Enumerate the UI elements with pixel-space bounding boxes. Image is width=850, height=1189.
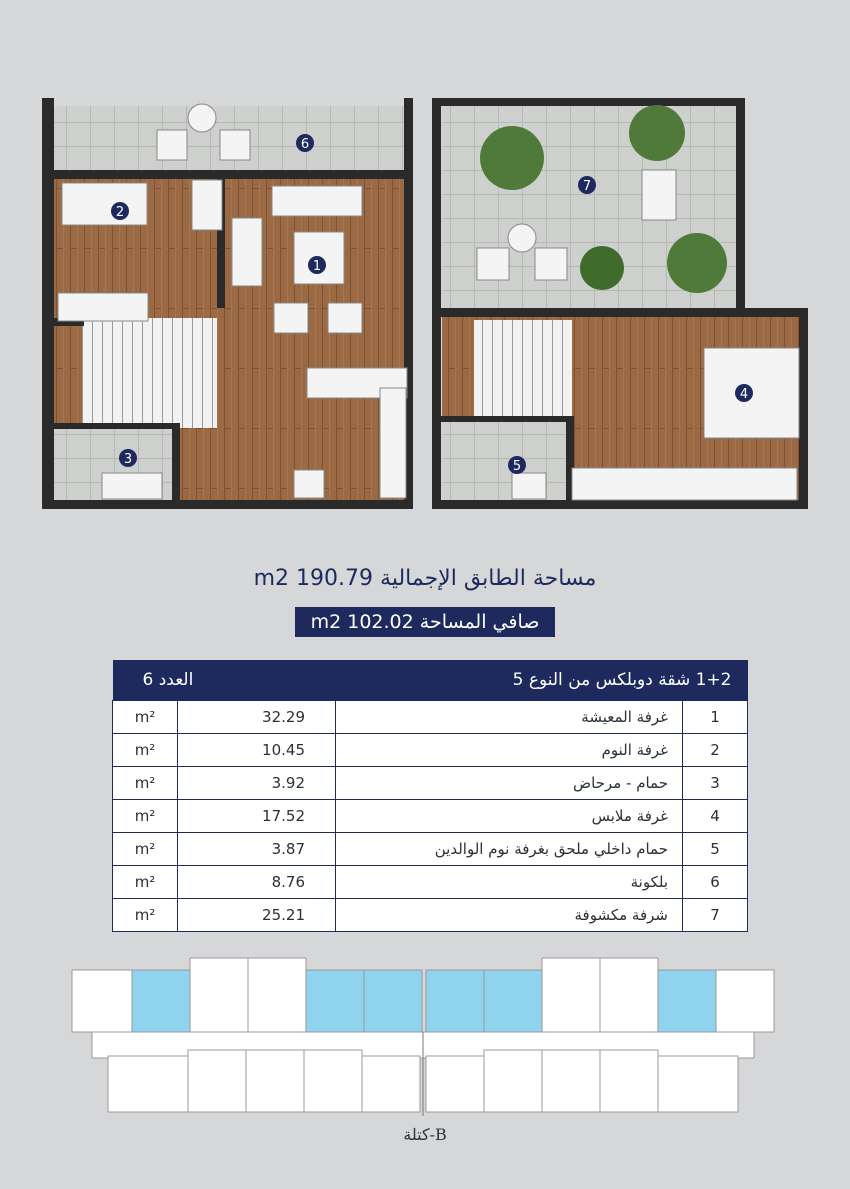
net-area: صافي المساحة 102.02 m2	[295, 607, 556, 637]
room-marker-6	[296, 134, 314, 152]
key-unit	[600, 958, 658, 1032]
key-unit	[600, 1050, 658, 1112]
key-unit	[190, 958, 248, 1032]
block-label: B-كتلة	[403, 1125, 447, 1144]
floor-plan	[42, 98, 809, 510]
room-marker-3	[119, 449, 137, 467]
room-name: غرفة ملابس	[336, 800, 683, 833]
table-row	[113, 734, 748, 767]
room-number: 5	[683, 833, 748, 866]
key-unit-highlighted	[484, 970, 542, 1032]
key-unit	[542, 1050, 600, 1112]
key-unit	[188, 1050, 246, 1112]
room-marker-4	[735, 384, 753, 402]
area-value: 10.45	[178, 734, 336, 767]
key-unit-highlighted	[364, 970, 422, 1032]
room-marker-2	[111, 202, 129, 220]
room-marker-1	[308, 256, 326, 274]
key-unit-highlighted	[426, 970, 484, 1032]
room-marker-5	[508, 456, 526, 474]
room-name: شرفة مكشوفة	[336, 899, 683, 932]
unit-type: 1+2 شقة دوبلكس من النوع 5	[336, 660, 748, 701]
svg-text:3: 3	[123, 452, 133, 467]
key-unit	[246, 1050, 304, 1112]
unit-count: العدد 6	[113, 660, 336, 701]
key-unit	[716, 970, 774, 1032]
area-unit: m²	[113, 734, 178, 767]
key-unit-highlighted	[306, 970, 364, 1032]
key-unit	[542, 958, 600, 1032]
room-marker-7	[578, 176, 596, 194]
key-unit-highlighted	[132, 970, 190, 1032]
svg-text:1: 1	[312, 259, 322, 274]
room-name: بلكونة	[336, 866, 683, 899]
block-key-plan	[70, 956, 776, 1124]
table-row	[113, 800, 748, 833]
table-row	[113, 767, 748, 800]
area-table	[112, 660, 748, 932]
key-unit	[304, 1050, 362, 1112]
gross-area: مساحة الطابق الإجمالية 190.79 m2	[253, 566, 597, 591]
area-value: 3.92	[178, 767, 336, 800]
key-unit	[108, 1056, 188, 1112]
net-area-wrap	[0, 607, 850, 637]
key-unit	[484, 1050, 542, 1112]
room-number: 2	[683, 734, 748, 767]
room-number: 6	[683, 866, 748, 899]
lower-floor-plan	[42, 98, 413, 509]
table-row	[113, 899, 748, 932]
table-row	[113, 833, 748, 866]
key-unit	[248, 958, 306, 1032]
key-unit-highlighted	[658, 970, 716, 1032]
room-name: غرفة المعيشة	[336, 701, 683, 734]
room-number: 7	[683, 899, 748, 932]
svg-text:4: 4	[739, 387, 749, 402]
key-unit	[362, 1056, 420, 1112]
svg-text:5: 5	[512, 459, 522, 474]
room-name: حمام داخلي ملحق بغرفة نوم الوالدين	[336, 833, 683, 866]
svg-text:6: 6	[300, 137, 310, 152]
bathroom-5-floor	[442, 420, 570, 502]
area-unit: m²	[113, 833, 178, 866]
area-value: 3.87	[178, 833, 336, 866]
lower-staircase	[82, 318, 217, 428]
area-value: 17.52	[178, 800, 336, 833]
room-name: غرفة النوم	[336, 734, 683, 767]
area-value: 8.76	[178, 866, 336, 899]
area-unit: m²	[113, 767, 178, 800]
area-unit: m²	[113, 800, 178, 833]
area-value: 32.29	[178, 701, 336, 734]
area-value: 25.21	[178, 899, 336, 932]
svg-text:7: 7	[582, 179, 592, 194]
key-unit	[72, 970, 132, 1032]
svg-text:2: 2	[115, 205, 125, 220]
upper-floor-plan	[432, 98, 808, 509]
room-number: 3	[683, 767, 748, 800]
upper-staircase	[474, 320, 572, 420]
room-number: 4	[683, 800, 748, 833]
room-name: حمام - مرحاض	[336, 767, 683, 800]
area-unit: m²	[113, 899, 178, 932]
area-unit: m²	[113, 701, 178, 734]
table-row	[113, 866, 748, 899]
table-row	[113, 701, 748, 734]
key-unit	[426, 1056, 484, 1112]
room-number: 1	[683, 701, 748, 734]
area-unit: m²	[113, 866, 178, 899]
table-header	[113, 660, 748, 701]
key-unit	[658, 1056, 738, 1112]
